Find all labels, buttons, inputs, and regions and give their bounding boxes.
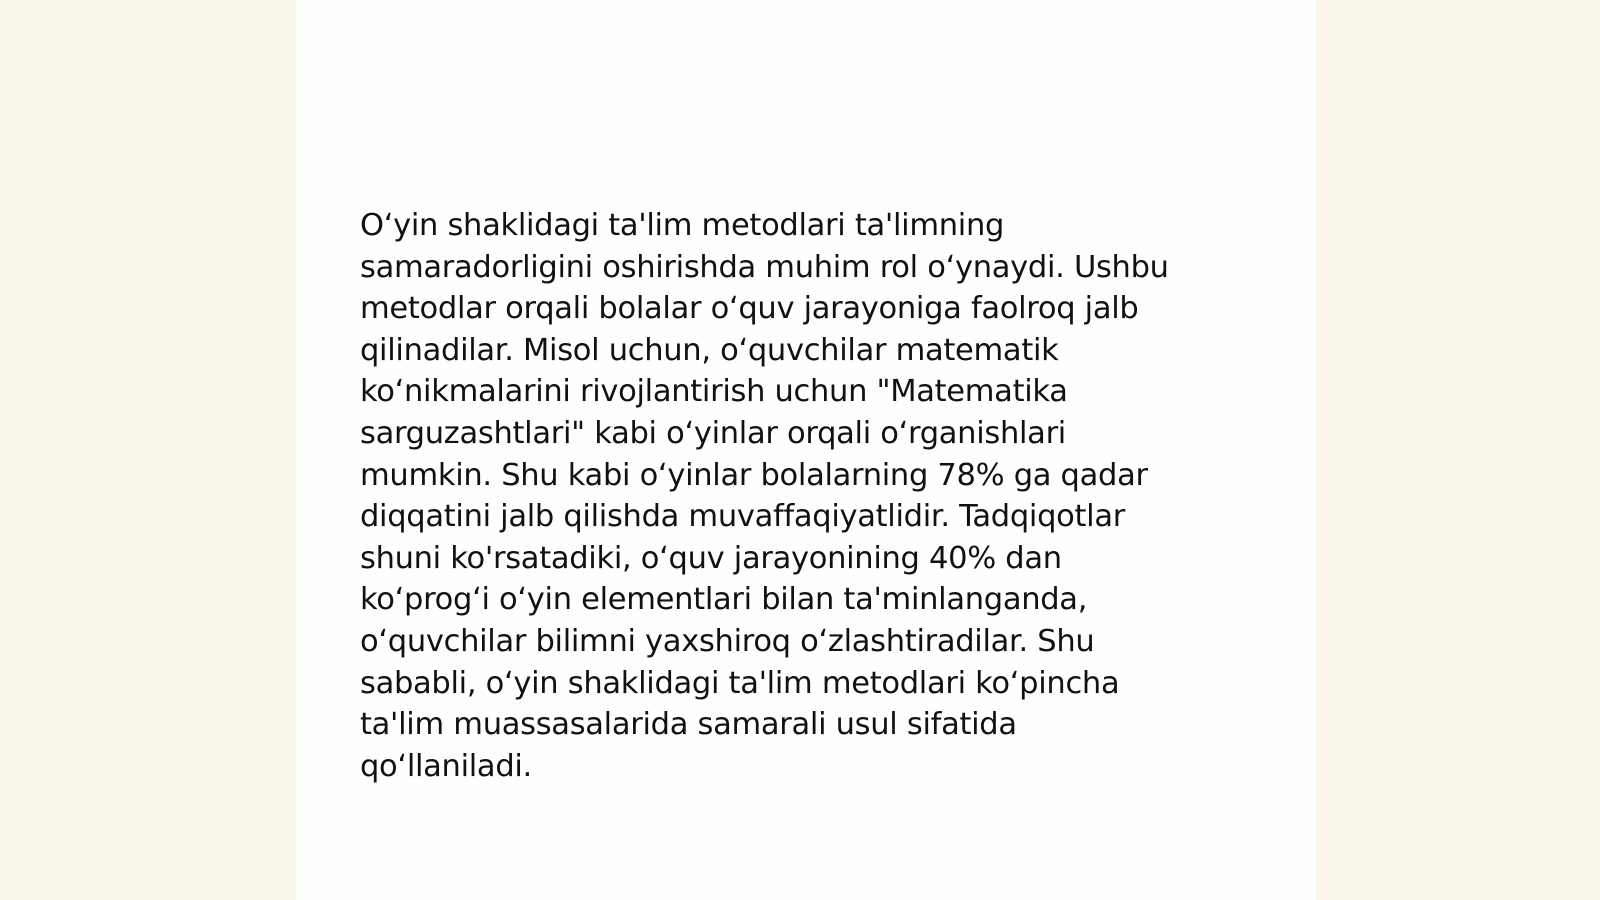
body-text: O‘yin shaklidagi ta'lim metodlari ta'limning samaradorligini oshirishda muhim rol o‘ynaydi. Ushbu metodlar orqali bolalar o‘quv jarayoniga faolroq jalb qilinadilar. Misol uchun, o‘quvchilar matematik ko‘nikmalarini rivojlantirish uchun "Matematika sarguzashtlari" kabi o‘yinlar orqali o‘rganishlari mumkin. Shu kabi o‘yinlar bolalarning 78% ga qadar diqqatini jalb qilishda muvaffaqiyatlidir. Tadqiqotlar shuni ko'rsatadiki, o‘quv jarayonining 40% dan ko‘prog‘i o‘yin elementlari bilan ta'minlanganda, o‘quvchilar bilimni yaxshiroq o‘zlashtiradilar. Shu sababli, o‘yin shaklidagi ta'lim metodlari ko‘pincha ta'lim muassasalarida samarali usul sifatida qo‘llaniladi. (360, 208, 1169, 784)
